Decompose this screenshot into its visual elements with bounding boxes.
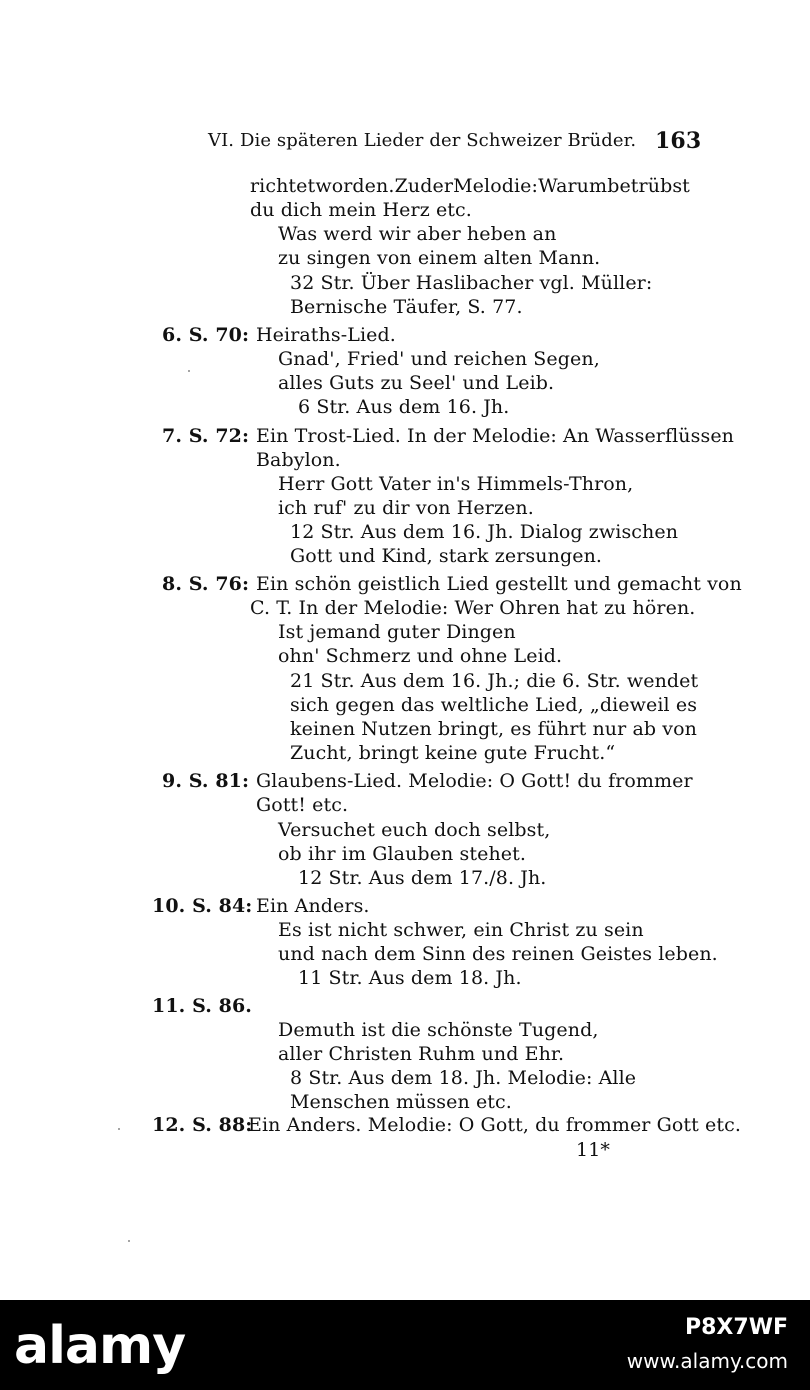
- entry-number: 7. S. 72:: [162, 425, 250, 447]
- scan-speck: [188, 370, 190, 372]
- scan-speck: [128, 1240, 130, 1242]
- note-line: Zucht, bringt keine gute Frucht.“: [290, 742, 616, 764]
- note-line: 12 Str. Aus dem 17./8. Jh.: [298, 867, 547, 889]
- page-number: 163: [655, 128, 702, 154]
- incipit-line: Herr Gott Vater in's Himmels-Thron,: [278, 473, 634, 495]
- word: Warum: [538, 175, 608, 197]
- word: der: [420, 175, 454, 197]
- entry-title: Ein Anders.: [256, 895, 370, 917]
- word: Melodie:: [453, 175, 539, 197]
- incipit-line: alles Guts zu Seel' und Leib.: [278, 372, 555, 394]
- incipit-line: Was werd wir aber heben an: [278, 223, 557, 245]
- signature-mark: 11*: [576, 1139, 610, 1161]
- incipit-line: Gnad', Fried' und reichen Segen,: [278, 348, 600, 370]
- note-line: Menschen müssen etc.: [290, 1091, 512, 1113]
- incipit-line: ob ihr im Glauben stehet.: [278, 843, 526, 865]
- incipit-line: aller Christen Ruhm und Ehr.: [278, 1043, 565, 1065]
- note-line: Gott und Kind, stark zersungen.: [290, 545, 603, 567]
- note-line: 8 Str. Aus dem 18. Jh. Melodie: Alle: [290, 1067, 637, 1089]
- note-line: 11 Str. Aus dem 18. Jh.: [298, 967, 522, 989]
- word: Zu: [394, 175, 421, 197]
- incipit-line: Demuth ist die schönste Tugend,: [278, 1019, 599, 1041]
- entry-title: Ein Trost-Lied. In der Melodie: An Wasserflüssen: [256, 425, 735, 447]
- incipit-line: ich ruf' zu dir von Herzen.: [278, 497, 534, 519]
- entry-title-cont: Babylon.: [256, 449, 341, 471]
- entry-title-cont: Gott! etc.: [256, 794, 349, 816]
- note-line: 32 Str. Über Haslibacher vgl. Müller:: [290, 272, 653, 294]
- entry-number: 11. S. 86.: [152, 995, 252, 1017]
- entry-number: 12. S. 88:: [152, 1114, 253, 1136]
- entry-number: 6. S. 70:: [162, 324, 250, 346]
- incipit-line: Es ist nicht schwer, ein Christ zu sein: [278, 919, 644, 941]
- entry-title: Ein schön geistlich Lied gestellt und gemacht von: [256, 573, 742, 595]
- footer-url: www.alamy.com: [626, 1349, 788, 1373]
- word: betrübst: [607, 175, 690, 197]
- text-line: du dich mein Herz etc.: [250, 199, 472, 221]
- scan-speck: [118, 1128, 120, 1130]
- note-line: keinen Nutzen bringt, es führt nur ab von: [290, 718, 697, 740]
- word: worden.: [315, 175, 395, 197]
- entry-title-cont: C. T. In der Melodie: Wer Ohren hat zu hören.: [250, 597, 696, 619]
- incipit-line: Ist jemand guter Dingen: [278, 621, 516, 643]
- note-line: 21 Str. Aus dem 16. Jh.; die 6. Str. wendet: [290, 670, 699, 692]
- note-line: 6 Str. Aus dem 16. Jh.: [298, 396, 510, 418]
- note-line: Bernische Täufer, S. 77.: [290, 296, 523, 318]
- incipit-line: ohn' Schmerz und ohne Leid.: [278, 645, 563, 667]
- entry-title: Glaubens-Lied. Melodie: O Gott! du frommer: [256, 770, 693, 792]
- entry-number: 9. S. 81:: [162, 770, 250, 792]
- incipit-line: und nach dem Sinn des reinen Geistes leben.: [278, 943, 718, 965]
- entry-title: Heiraths-Lied.: [256, 324, 396, 346]
- entry-number: 10. S. 84:: [152, 895, 253, 917]
- incipit-line: Versuchet euch doch selbst,: [278, 819, 551, 841]
- image-id: P8X7WF: [685, 1315, 788, 1340]
- entry-title: Ein Anders. Melodie: O Gott, du frommer Gott etc.: [248, 1114, 741, 1136]
- watermark-banner: [0, 1300, 810, 1390]
- note-line: 12 Str. Aus dem 16. Jh. Dialog zwischen: [290, 521, 679, 543]
- alamy-logo: alamy: [14, 1316, 186, 1376]
- incipit-line: zu singen von einem alten Mann.: [278, 247, 601, 269]
- entry-number: 8. S. 76:: [162, 573, 250, 595]
- note-line: sich gegen das weltliche Lied, „dieweil es: [290, 694, 698, 716]
- running-title: VI. Die späteren Lieder der Schweizer Brüder.: [208, 130, 637, 151]
- word: richtet: [250, 175, 316, 197]
- text-line: [250, 174, 690, 198]
